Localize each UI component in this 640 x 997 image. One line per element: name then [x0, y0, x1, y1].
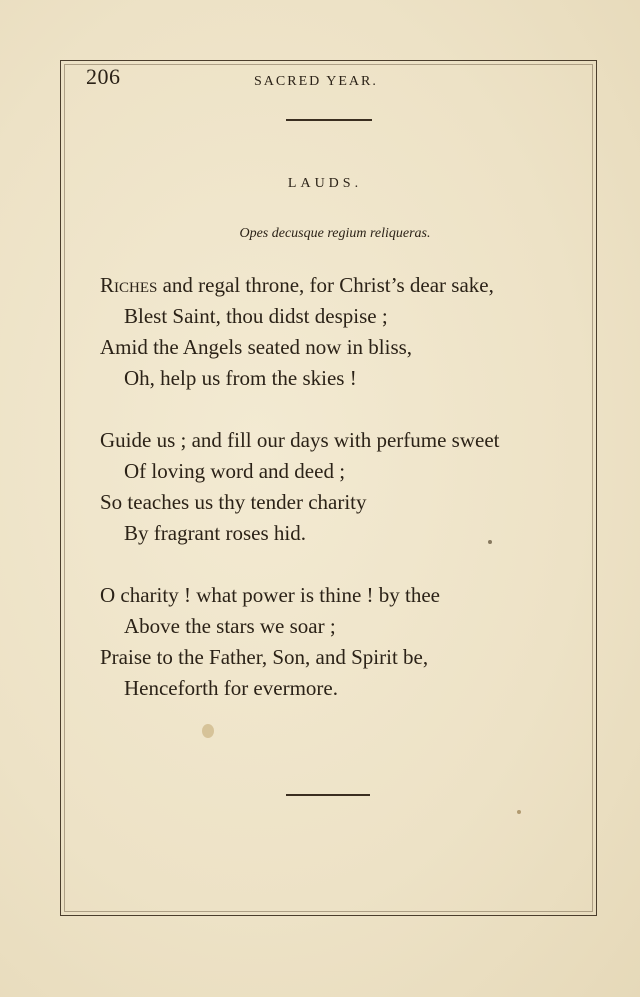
- poem-line: Amid the Angels seated now in bliss,: [100, 335, 413, 359]
- stanza-2: [100, 425, 590, 549]
- stanza-1: [100, 270, 590, 394]
- poem-line: By fragrant roses hid.: [124, 521, 306, 545]
- poem-line: Praise to the Father, Son, and Spirit be,: [100, 645, 429, 669]
- poem-line: Of loving word and deed ;: [124, 459, 346, 483]
- foxing-spot: [488, 540, 492, 544]
- poem-line: So teaches us thy tender charity: [100, 490, 367, 514]
- epigraph: Opes decusque regium reliqueras.: [239, 226, 431, 241]
- header-rule: [286, 119, 372, 121]
- poem-line: Above the stars we soar ;: [124, 614, 336, 638]
- foxing-spot: [202, 724, 214, 738]
- running-head: SACRED YEAR.: [254, 74, 378, 89]
- section-title: LAUDS.: [287, 176, 363, 191]
- tail-rule: [286, 794, 370, 796]
- poem-line: Riches and regal throne, for Christ’s dear sake,: [100, 273, 494, 297]
- poem: [100, 270, 590, 735]
- poem-line: Oh, help us from the skies !: [124, 366, 357, 390]
- foxing-spot: [517, 810, 521, 814]
- small-caps-opening-word: Riches: [100, 273, 158, 297]
- poem-line: Henceforth for evermore.: [124, 676, 338, 700]
- poem-line: Guide us ; and fill our days with perfume sweet: [100, 428, 500, 452]
- stanza-3: [100, 580, 590, 704]
- page-number: 206: [86, 64, 121, 89]
- poem-line: Blest Saint, thou didst despise ;: [124, 304, 388, 328]
- poem-line: O charity ! what power is thine ! by thee: [100, 583, 440, 607]
